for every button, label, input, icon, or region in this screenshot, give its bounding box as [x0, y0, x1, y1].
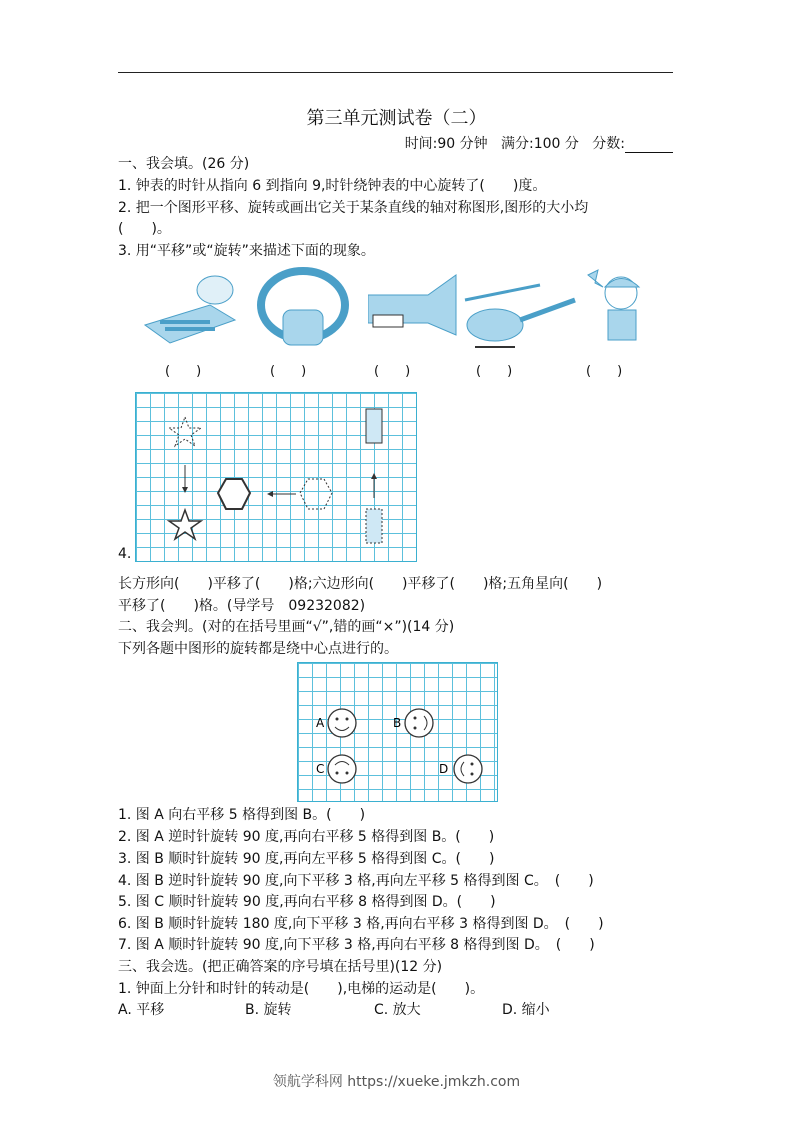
page-title: 第三单元测试卷（二）: [306, 108, 487, 129]
label-d: D: [439, 762, 449, 776]
face-d: [454, 755, 482, 783]
judge-item: 6. 图 B 顺时针旋转 180 度,向下平移 3 格,再向右平移 3 格得到图 D。 ( ): [118, 916, 604, 932]
answer-blank[interactable]: ( ): [374, 364, 411, 379]
question: 3. 用“平移”或“旋转”来描述下面的现象。: [118, 243, 375, 259]
dashed-hexagon: [300, 479, 332, 509]
question: ( )。: [118, 221, 171, 237]
steering-wheel-image: [255, 265, 350, 355]
translation-grid: [135, 392, 417, 562]
option-a: A. 平移: [118, 1002, 165, 1018]
abacus-hand-image: [140, 265, 240, 345]
face-c: [328, 755, 356, 783]
judge-item: 4. 图 B 逆时针旋转 90 度,向下平移 3 格,再向左平移 5 格得到图 C。 ( ): [118, 873, 594, 889]
rotation-grid: [297, 662, 498, 802]
arrow-left: [267, 491, 273, 497]
rectangle: [366, 409, 382, 443]
judge-item: 3. 图 B 顺时针旋转 90 度,再向左平移 5 格得到图 C。( ): [118, 851, 495, 867]
pinwheel-boy-image: [583, 265, 653, 355]
header-rule: [118, 72, 673, 73]
option-b: B. 旋转: [245, 1002, 292, 1018]
star: [169, 510, 201, 539]
question: 长方形向( )平移了( )格;六边形向( )平移了( )格;五角星向( ): [118, 576, 603, 592]
face-a: [328, 709, 356, 737]
footer-watermark: 领航学科网 https://xueke.jmkzh.com: [272, 1074, 521, 1090]
arrow-up: [371, 473, 377, 479]
full-score: 满分:100 分: [501, 136, 579, 152]
judge-item: 5. 图 C 顺时针旋转 90 度,再向右平移 8 格得到图 D。( ): [118, 894, 496, 910]
drawer-image: [368, 265, 458, 345]
judge-item: 7. 图 A 顺时针旋转 90 度,向下平移 3 格,再向右平移 8 格得到图 D。 ( ): [118, 937, 595, 953]
score-label: 分数:: [592, 136, 625, 152]
helicopter-image: [460, 265, 580, 355]
score-blank[interactable]: [625, 138, 673, 153]
question-4-label: 4.: [118, 546, 132, 562]
face-b: [405, 709, 433, 737]
section3-heading: 三、我会选。(把正确答案的序号填在括号里)(12 分): [118, 959, 443, 975]
section2-intro: 下列各题中图形的旋转都是绕中心点进行的。: [118, 641, 398, 657]
option-d: D. 缩小: [502, 1002, 550, 1018]
question: 平移了( )格。(导学号 09232082): [118, 598, 366, 614]
exam-meta: [405, 133, 673, 153]
option-c: C. 放大: [374, 1002, 421, 1018]
time-limit: 时间:90 分钟: [404, 136, 488, 152]
judge-item: 1. 图 A 向右平移 5 格得到图 B。( ): [118, 807, 366, 823]
dashed-rectangle: [366, 509, 382, 543]
question: 1. 钟表的时针从指向 6 到指向 9,时针绕钟表的中心旋转了( )度。: [118, 178, 547, 194]
arrow-down: [182, 487, 188, 493]
section1-heading: 一、我会填。(26 分): [118, 156, 250, 172]
judge-item: 2. 图 A 逆时针旋转 90 度,再向右平移 5 格得到图 B。( ): [118, 829, 495, 845]
dashed-star: [169, 417, 201, 446]
label-c: C: [316, 762, 325, 776]
answer-blank[interactable]: ( ): [476, 364, 513, 379]
label-b: B: [393, 716, 402, 730]
hexagon: [218, 479, 250, 509]
section2-heading: 二、我会判。(对的在括号里画“√”,错的画“×”)(14 分): [118, 619, 455, 635]
answer-blank[interactable]: ( ): [165, 364, 202, 379]
answer-blank[interactable]: ( ): [270, 364, 307, 379]
answer-blank[interactable]: ( ): [586, 364, 623, 379]
label-a: A: [316, 716, 325, 730]
question: 2. 把一个图形平移、旋转或画出它关于某条直线的轴对称图形,图形的大小均: [118, 200, 589, 216]
question: 1. 钟面上分针和时针的转动是( ),电梯的运动是( )。: [118, 981, 485, 997]
